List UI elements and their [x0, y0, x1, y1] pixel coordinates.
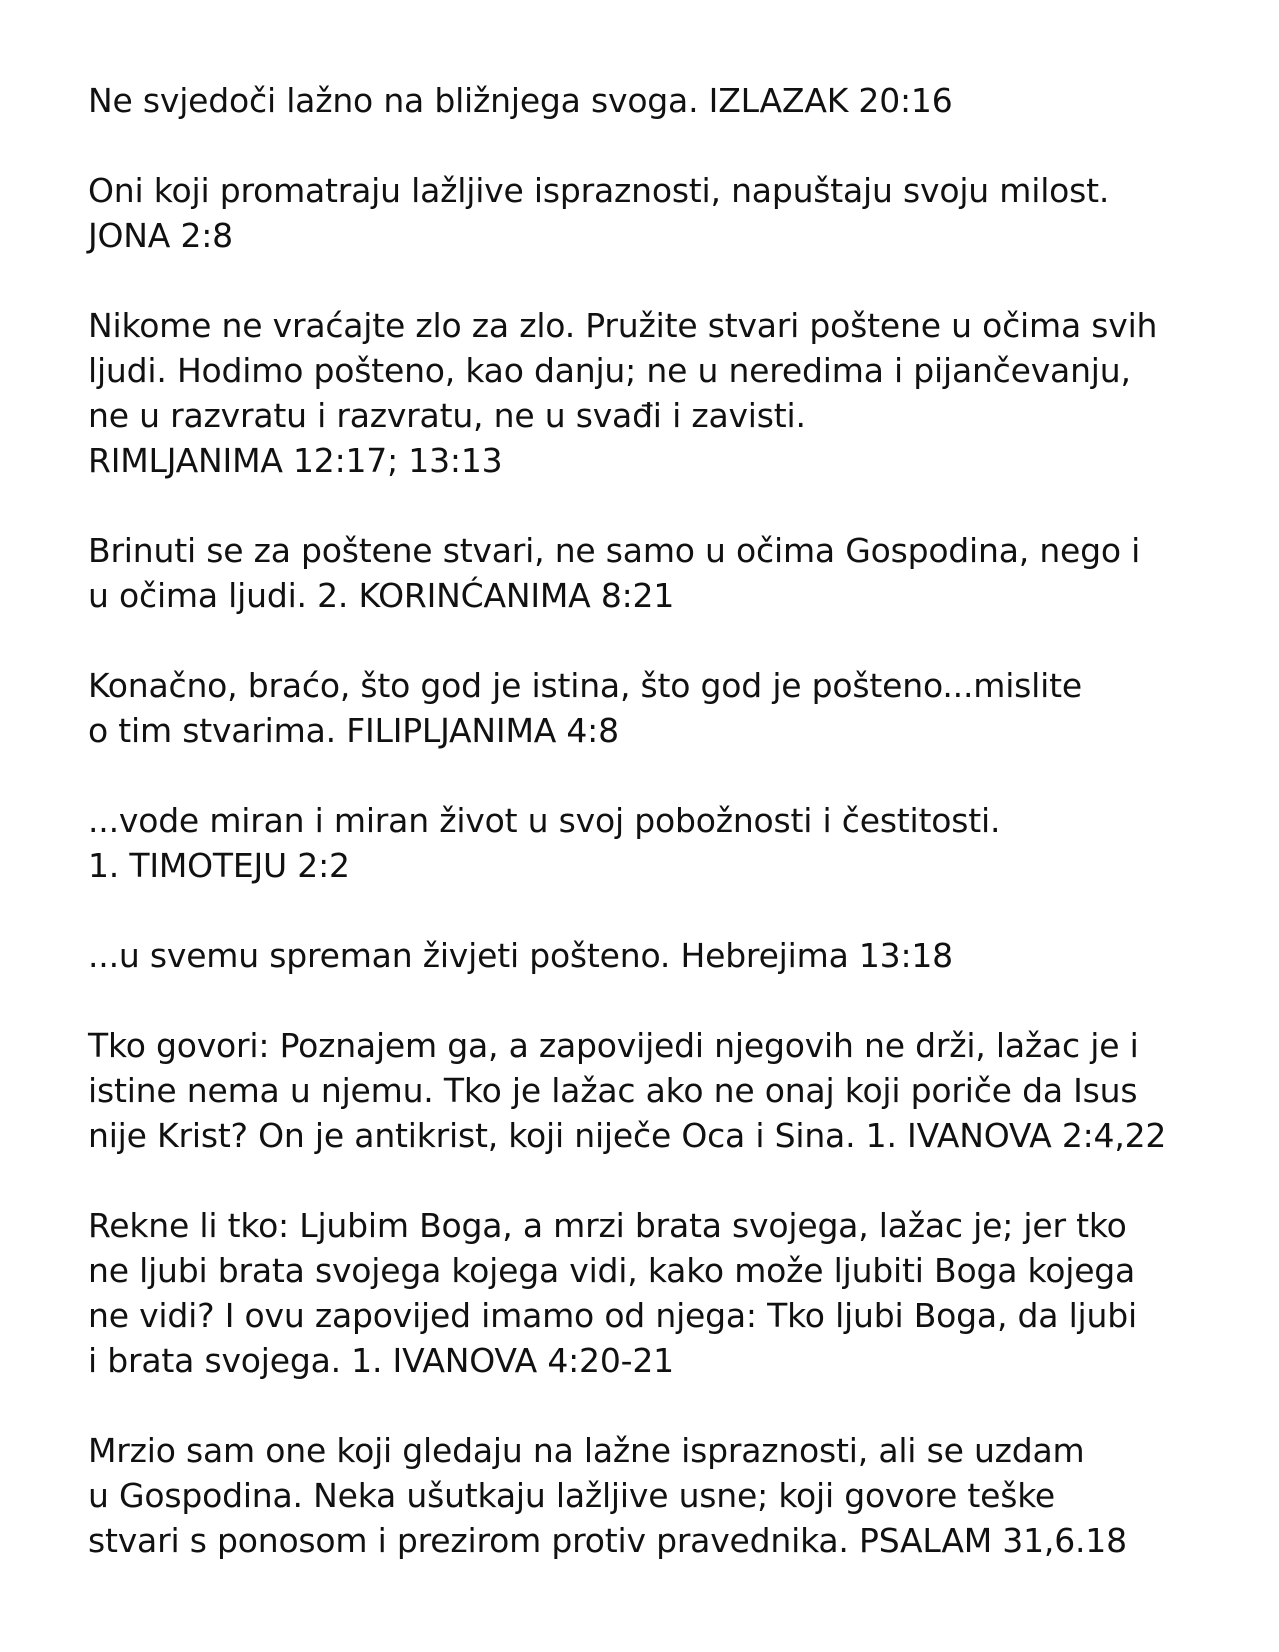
verse-line: u očima ljudi. 2. KORINĆANIMA 8:21 — [88, 576, 675, 615]
verse-line: nije Krist? On je antikrist, koji niječe Oca i Sina. 1. IVANOVA 2:4,22 — [88, 1116, 1167, 1155]
verse-passage — [88, 933, 1238, 978]
verse-line: Ne svjedoči lažno na bližnjega svoga. IZLAZAK 20:16 — [88, 81, 953, 120]
verse-line: Rekne li tko: Ljubim Boga, a mrzi brata svojega, lažac je; jer tko — [88, 1206, 1127, 1245]
verse-line: i brata svojega. 1. IVANOVA 4:20-21 — [88, 1341, 674, 1380]
verse-reference: 1. TIMOTEJU 2:2 — [88, 846, 350, 885]
verse-passage — [88, 798, 1238, 888]
verse-line: istine nema u njemu. Tko je lažac ako ne onaj koji poriče da Isus — [88, 1071, 1138, 1110]
verse-line: Brinuti se za poštene stvari, ne samo u očima Gospodina, nego i — [88, 531, 1141, 570]
verse-line: o tim stvarima. FILIPLJANIMA 4:8 — [88, 711, 619, 750]
verse-passage — [88, 303, 1238, 483]
verse-passage — [88, 1023, 1238, 1158]
verse-passage — [88, 528, 1238, 618]
verse-line: ...vode miran i miran život u svoj pobožnosti i čestitosti. — [88, 801, 1001, 840]
verse-reference: JONA 2:8 — [88, 216, 233, 255]
verse-line: u Gospodina. Neka ušutkaju lažljive usne; koji govore teške — [88, 1476, 1056, 1515]
verse-line: ne ljubi brata svojega kojega vidi, kako može ljubiti Boga kojega — [88, 1251, 1136, 1290]
verse-passage — [88, 1428, 1238, 1563]
verse-line: ne u razvratu i razvratu, ne u svađi i zavisti. — [88, 396, 806, 435]
verse-line: Konačno, braćo, što god je istina, što god je pošteno...mislite — [88, 666, 1082, 705]
verse-line: Nikome ne vraćajte zlo za zlo. Pružite stvari poštene u očima svih — [88, 306, 1158, 345]
verse-passage — [88, 663, 1238, 753]
verse-passage — [88, 1203, 1238, 1383]
verse-passage — [88, 78, 1238, 123]
verse-line: ne vidi? I ovu zapovijed imamo od njega: Tko ljubi Boga, da ljubi — [88, 1296, 1137, 1335]
verse-line: ...u svemu spreman živjeti pošteno. Hebrejima 13:18 — [88, 936, 953, 975]
verse-line: Tko govori: Poznajem ga, a zapovijedi njegovih ne drži, lažac je i — [88, 1026, 1139, 1065]
verse-passage — [88, 168, 1238, 258]
document-page — [88, 78, 1238, 1608]
verse-reference: RIMLJANIMA 12:17; 13:13 — [88, 441, 503, 480]
verse-line: Oni koji promatraju lažljive ispraznosti, napuštaju svoju milost. — [88, 171, 1110, 210]
verse-line: Mrzio sam one koji gledaju na lažne ispraznosti, ali se uzdam — [88, 1431, 1085, 1470]
verse-line: ljudi. Hodimo pošteno, kao danju; ne u neredima i pijančevanju, — [88, 351, 1131, 390]
verse-line: stvari s ponosom i prezirom protiv pravednika. PSALAM 31,6.18 — [88, 1521, 1127, 1560]
